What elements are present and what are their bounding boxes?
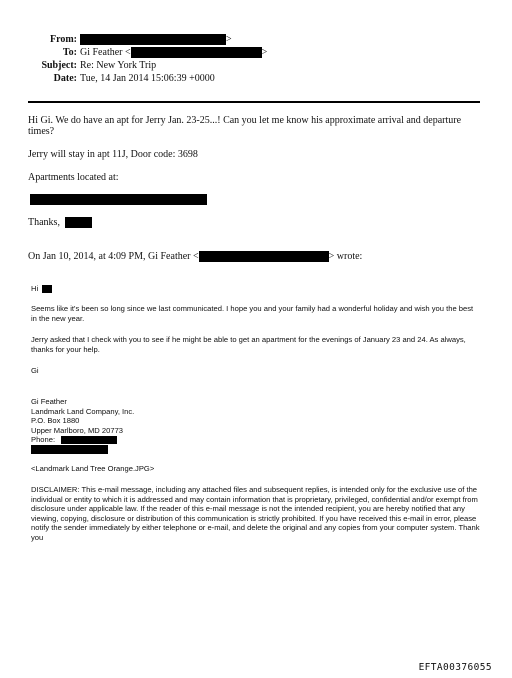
redaction bbox=[61, 436, 117, 444]
signature-company: Landmark Land Company, Inc. bbox=[31, 406, 135, 416]
signature-phone bbox=[31, 435, 481, 445]
to-label: To: bbox=[62, 47, 77, 58]
redaction bbox=[199, 251, 329, 262]
quoted-paragraph-2: Jerry asked that I check with you to see if he might be able to get an apartment for the evenings of January 23 and 24. As always, thanks for your help. bbox=[31, 335, 466, 354]
reply-paragraph-2: Jerry will stay in apt 11J, Door code: 3698 bbox=[28, 149, 198, 160]
signature-redaction bbox=[31, 445, 108, 454]
redaction bbox=[131, 47, 262, 58]
from-suffix: > bbox=[226, 34, 232, 45]
date-label: Date: bbox=[53, 73, 77, 84]
header-divider bbox=[28, 101, 480, 103]
redaction bbox=[65, 217, 92, 228]
attachment-name: <Landmark Land Tree Orange.JPG> bbox=[31, 464, 155, 473]
redaction bbox=[42, 285, 52, 293]
document-id: EFTA00376055 bbox=[418, 662, 492, 673]
to-suffix: > bbox=[261, 47, 268, 58]
quote-intro-end: > wrote: bbox=[328, 251, 363, 262]
signature-po-box: P.O. Box 1880 bbox=[31, 416, 80, 425]
quote-intro bbox=[28, 251, 498, 262]
to-name: Gi Feather < bbox=[80, 47, 131, 58]
quoted-paragraph-1: Seems like it's been so long since we last communicated. I hope you and your family had a wonderful holiday and wish you the best in the new year. bbox=[31, 304, 474, 323]
disclaimer: DISCLAIMER: This e-mail message, including any attached files and subsequent replies, is intended only for the exclusive use of the individual or entity to which it is addressed and may contain information that is proprietary, privileged, confidential and/or exempt from disclosure under applicable law. If the reader of this e-mail message is not the intended recipient, you are hereby notified that any viewing, copying, disclosure or distribution of this communication is strictly prohibited. If you have received this e-mail in error, please notify the sender immediately by either telephone or e-mail, and delete the original and any copies from your computer system. Thank you bbox=[31, 485, 480, 542]
reply-paragraph-1: Hi Gi. We do have an apt for Jerry Jan. 23-25...! Can you let me know his approximate arrival and departure times? bbox=[28, 115, 462, 137]
date-value: Tue, 14 Jan 2014 15:06:39 +0000 bbox=[80, 73, 215, 84]
greeting-text: Hi bbox=[31, 284, 39, 293]
subject-value: Re: New York Trip bbox=[80, 60, 157, 71]
phone-label: Phone: bbox=[31, 435, 56, 444]
address-redaction bbox=[30, 194, 207, 205]
from-label: From: bbox=[49, 34, 77, 45]
quoted-greeting bbox=[31, 284, 481, 294]
subject-label: Subject: bbox=[41, 60, 77, 71]
signature-name: Gi Feather bbox=[31, 397, 67, 406]
reply-paragraph-3: Apartments located at: bbox=[28, 172, 119, 183]
quote-intro-text: On Jan 10, 2014, at 4:09 PM, Gi Feather < bbox=[28, 251, 199, 262]
from-value bbox=[80, 34, 232, 46]
signature-city: Upper Marlboro, MD 20773 bbox=[31, 425, 124, 435]
quoted-sign: Gi bbox=[31, 366, 39, 375]
reply-signoff bbox=[28, 217, 483, 228]
redaction bbox=[80, 34, 226, 45]
to-value bbox=[80, 47, 267, 59]
thanks-text: Thanks, bbox=[28, 217, 60, 228]
